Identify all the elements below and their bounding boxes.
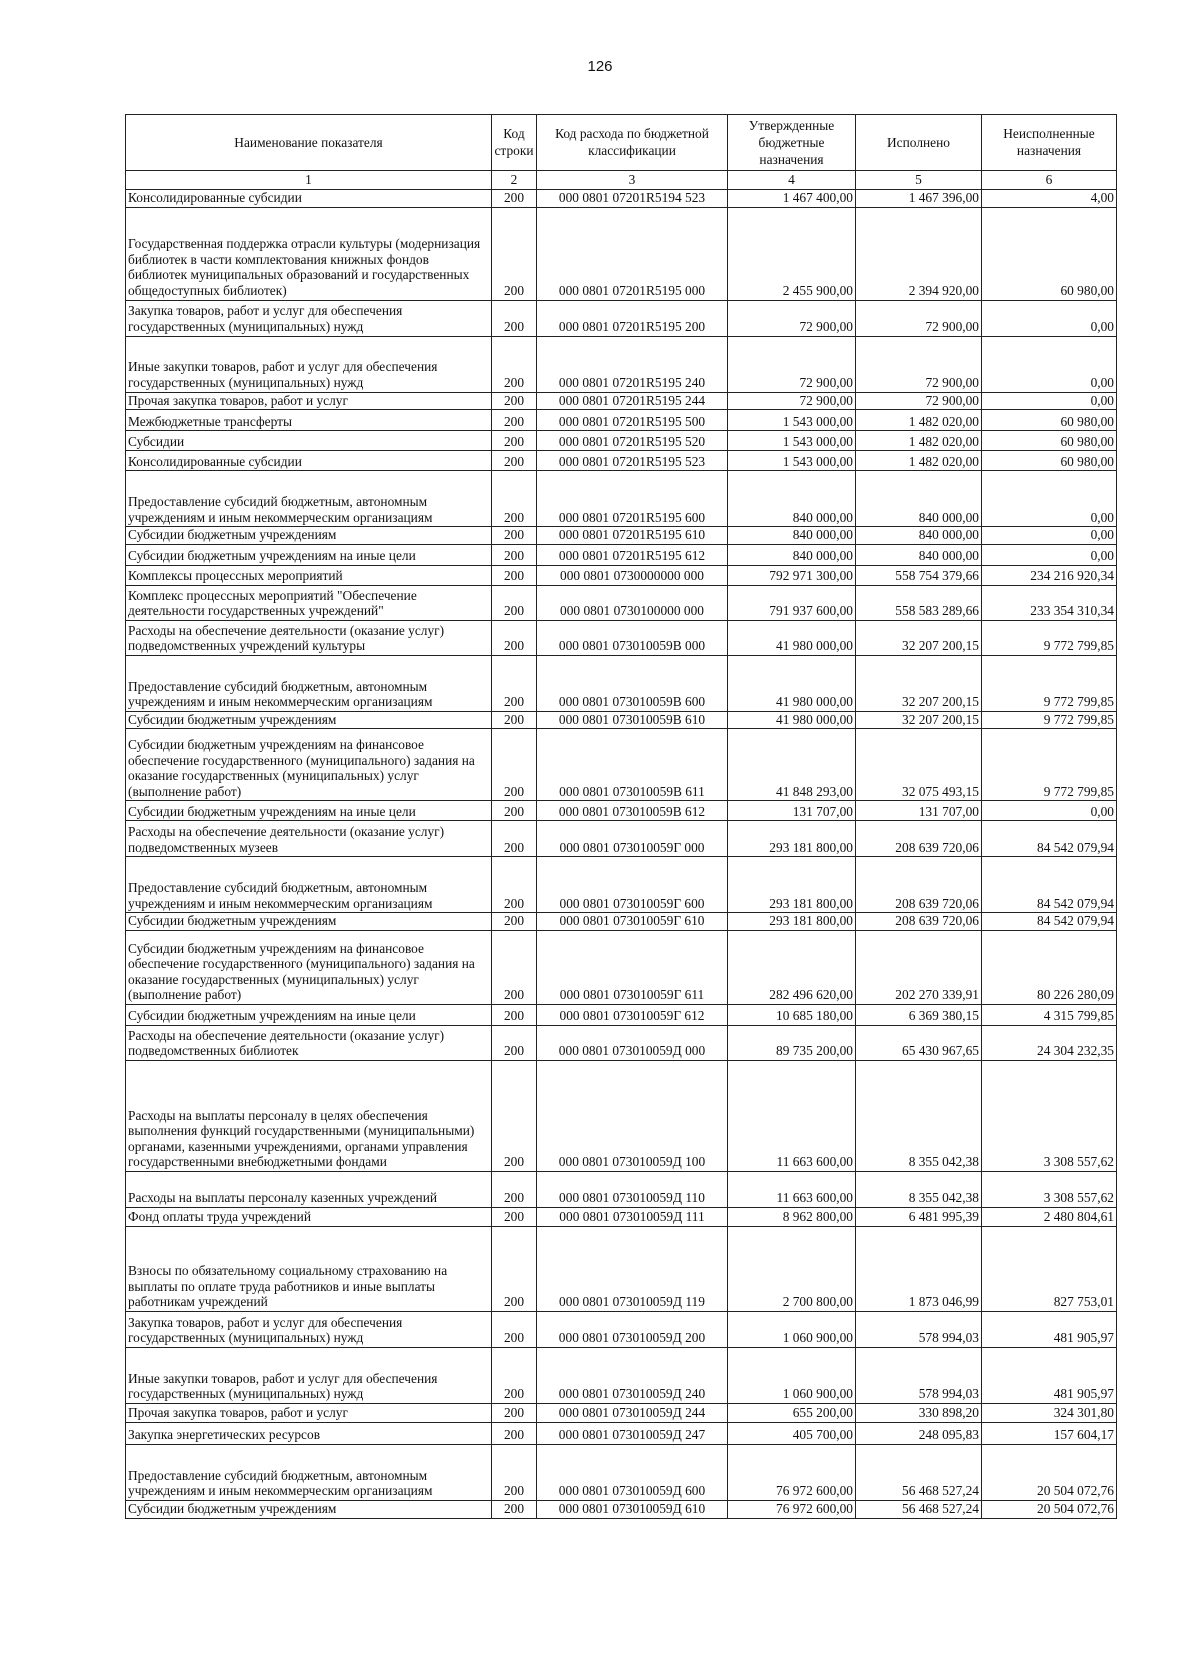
table-row	[126, 527, 1117, 545]
line-code-cell: 200	[492, 1311, 537, 1347]
table-row	[126, 655, 1117, 711]
table-row	[126, 930, 1117, 1004]
table-row	[126, 1311, 1117, 1347]
table-row	[126, 544, 1117, 565]
unexecuted-amount-cell: 9 772 799,85	[982, 620, 1117, 655]
approved-amount-cell: 791 937 600,00	[728, 585, 856, 620]
line-code-cell: 200	[492, 585, 537, 620]
executed-amount-cell: 208 639 720,06	[856, 913, 982, 931]
table-row	[126, 729, 1117, 801]
line-code-cell: 200	[492, 1347, 537, 1403]
indicator-name-cell: Субсидии бюджетным учреждениям	[126, 1500, 492, 1518]
expense-code-cell: 000 0801 073010059Д 000	[537, 1025, 728, 1060]
table-row	[126, 565, 1117, 585]
expense-code-cell: 000 0801 073010059В 612	[537, 801, 728, 821]
executed-amount-cell: 32 207 200,15	[856, 655, 982, 711]
executed-amount-cell: 72 900,00	[856, 392, 982, 410]
expense-code-cell: 000 0801 0730000000 000	[537, 565, 728, 585]
line-code-cell: 200	[492, 565, 537, 585]
expense-code-cell: 000 0801 07201R5195 500	[537, 410, 728, 431]
expense-code-cell: 000 0801 073010059Г 000	[537, 821, 728, 857]
approved-amount-cell: 41 980 000,00	[728, 655, 856, 711]
approved-amount-cell: 293 181 800,00	[728, 857, 856, 913]
table-row	[126, 1171, 1117, 1207]
approved-amount-cell: 840 000,00	[728, 471, 856, 527]
line-code-cell: 200	[492, 1500, 537, 1518]
approved-amount-cell: 1 543 000,00	[728, 451, 856, 471]
approved-amount-cell: 840 000,00	[728, 544, 856, 565]
unexecuted-amount-cell: 3 308 557,62	[982, 1171, 1117, 1207]
expense-code-cell: 000 0801 073010059Д 610	[537, 1500, 728, 1518]
table-row	[126, 1347, 1117, 1403]
executed-amount-cell: 1 467 396,00	[856, 190, 982, 208]
approved-amount-cell: 72 900,00	[728, 392, 856, 410]
table-row	[126, 392, 1117, 410]
approved-amount-cell: 72 900,00	[728, 336, 856, 392]
line-code-cell: 200	[492, 1444, 537, 1500]
approved-amount-cell: 1 060 900,00	[728, 1347, 856, 1403]
unexecuted-amount-cell: 20 504 072,76	[982, 1500, 1117, 1518]
header-row	[126, 115, 1117, 171]
expense-code-cell: 000 0801 073010059Г 610	[537, 913, 728, 931]
indicator-name-cell: Расходы на обеспечение деятельности (оказание услуг) подведомственных библиотек	[126, 1025, 492, 1060]
column-number: 1	[126, 171, 492, 190]
column-number: 4	[728, 171, 856, 190]
executed-amount-cell: 1 482 020,00	[856, 451, 982, 471]
table-row	[126, 801, 1117, 821]
executed-amount-cell: 65 430 967,65	[856, 1025, 982, 1060]
indicator-name-cell: Закупка товаров, работ и услуг для обеспечения государственных (муниципальных) нужд	[126, 300, 492, 336]
executed-amount-cell: 1 873 046,99	[856, 1226, 982, 1311]
approved-amount-cell: 2 700 800,00	[728, 1226, 856, 1311]
approved-amount-cell: 131 707,00	[728, 801, 856, 821]
expense-code-cell: 000 0801 07201R5195 610	[537, 527, 728, 545]
unexecuted-amount-cell: 233 354 310,34	[982, 585, 1117, 620]
approved-amount-cell: 76 972 600,00	[728, 1500, 856, 1518]
executed-amount-cell: 202 270 339,91	[856, 930, 982, 1004]
indicator-name-cell: Закупка энергетических ресурсов	[126, 1422, 492, 1444]
line-code-cell: 200	[492, 410, 537, 431]
line-code-cell: 200	[492, 527, 537, 545]
expense-code-cell: 000 0801 073010059Г 611	[537, 930, 728, 1004]
indicator-name-cell: Закупка товаров, работ и услуг для обеспечения государственных (муниципальных) нужд	[126, 1311, 492, 1347]
executed-amount-cell: 840 000,00	[856, 544, 982, 565]
table-row	[126, 821, 1117, 857]
unexecuted-amount-cell: 60 980,00	[982, 410, 1117, 431]
indicator-name-cell: Государственная поддержка отрасли культуры (модернизация библиотек в части комплектования книжных фондов библиотек муниципальных образований и государственных общедоступных библиотек)	[126, 207, 492, 300]
approved-amount-cell: 293 181 800,00	[728, 913, 856, 931]
expense-code-cell: 000 0801 073010059Д 111	[537, 1207, 728, 1226]
column-number-row	[126, 171, 1117, 190]
table-row	[126, 451, 1117, 471]
table-row	[126, 1226, 1117, 1311]
indicator-name-cell: Комплексы процессных мероприятий	[126, 565, 492, 585]
approved-amount-cell: 72 900,00	[728, 300, 856, 336]
table-row	[126, 1444, 1117, 1500]
indicator-name-cell: Субсидии бюджетным учреждениям на финансовое обеспечение государственного (муниципального) задания на оказание государственных (муниципальных) услуг (выполнение работ)	[126, 729, 492, 801]
indicator-name-cell: Расходы на обеспечение деятельности (оказание услуг) подведомственных учреждений культуры	[126, 620, 492, 655]
unexecuted-amount-cell: 234 216 920,34	[982, 565, 1117, 585]
executed-amount-cell: 8 355 042,38	[856, 1060, 982, 1171]
unexecuted-amount-cell: 2 480 804,61	[982, 1207, 1117, 1226]
line-code-cell: 200	[492, 544, 537, 565]
table-body	[126, 190, 1117, 1519]
approved-amount-cell: 76 972 600,00	[728, 1444, 856, 1500]
expense-code-cell: 000 0801 07201R5195 200	[537, 300, 728, 336]
indicator-name-cell: Субсидии бюджетным учреждениям на иные цели	[126, 1004, 492, 1025]
line-code-cell: 200	[492, 300, 537, 336]
unexecuted-amount-cell: 481 905,97	[982, 1311, 1117, 1347]
executed-amount-cell: 8 355 042,38	[856, 1171, 982, 1207]
approved-amount-cell: 1 543 000,00	[728, 410, 856, 431]
unexecuted-amount-cell: 24 304 232,35	[982, 1025, 1117, 1060]
approved-amount-cell: 282 496 620,00	[728, 930, 856, 1004]
unexecuted-amount-cell: 0,00	[982, 300, 1117, 336]
indicator-name-cell: Субсидии бюджетным учреждениям	[126, 913, 492, 931]
unexecuted-amount-cell: 4 315 799,85	[982, 1004, 1117, 1025]
approved-amount-cell: 840 000,00	[728, 527, 856, 545]
approved-amount-cell: 8 962 800,00	[728, 1207, 856, 1226]
approved-amount-cell: 41 980 000,00	[728, 711, 856, 729]
indicator-name-cell: Расходы на выплаты персоналу в целях обеспечения выполнения функций государственными (муниципальными) органами, казенными учреждениями, органами управления государственными внебюджетными фондами	[126, 1060, 492, 1171]
executed-amount-cell: 56 468 527,24	[856, 1444, 982, 1500]
line-code-cell: 200	[492, 336, 537, 392]
executed-amount-cell: 32 207 200,15	[856, 620, 982, 655]
expense-code-cell: 000 0801 073010059Д 600	[537, 1444, 728, 1500]
line-code-cell: 200	[492, 729, 537, 801]
indicator-name-cell: Субсидии бюджетным учреждениям на финансовое обеспечение государственного (муниципального) задания на оказание государственных (муниципальных) услуг (выполнение работ)	[126, 930, 492, 1004]
indicator-name-cell: Предоставление субсидий бюджетным, автономным учреждениям и иным некоммерческим организациям	[126, 471, 492, 527]
header-expense-code: Код расхода по бюджетной классификации	[537, 115, 728, 171]
unexecuted-amount-cell: 0,00	[982, 801, 1117, 821]
table-row	[126, 1004, 1117, 1025]
line-code-cell: 200	[492, 190, 537, 208]
line-code-cell: 200	[492, 1226, 537, 1311]
table-row	[126, 1403, 1117, 1422]
header-line-code: Код строки	[492, 115, 537, 171]
line-code-cell: 200	[492, 930, 537, 1004]
executed-amount-cell: 131 707,00	[856, 801, 982, 821]
executed-amount-cell: 840 000,00	[856, 471, 982, 527]
indicator-name-cell: Консолидированные субсидии	[126, 190, 492, 208]
indicator-name-cell: Иные закупки товаров, работ и услуг для обеспечения государственных (муниципальных) нужд	[126, 1347, 492, 1403]
unexecuted-amount-cell: 3 308 557,62	[982, 1060, 1117, 1171]
executed-amount-cell: 578 994,03	[856, 1311, 982, 1347]
table-row	[126, 410, 1117, 431]
line-code-cell: 200	[492, 620, 537, 655]
unexecuted-amount-cell: 481 905,97	[982, 1347, 1117, 1403]
table-row	[126, 913, 1117, 931]
executed-amount-cell: 558 754 379,66	[856, 565, 982, 585]
approved-amount-cell: 293 181 800,00	[728, 821, 856, 857]
line-code-cell: 200	[492, 431, 537, 451]
unexecuted-amount-cell: 60 980,00	[982, 451, 1117, 471]
indicator-name-cell: Межбюджетные трансферты	[126, 410, 492, 431]
indicator-name-cell: Консолидированные субсидии	[126, 451, 492, 471]
line-code-cell: 200	[492, 1004, 537, 1025]
unexecuted-amount-cell: 20 504 072,76	[982, 1444, 1117, 1500]
table-row	[126, 1025, 1117, 1060]
line-code-cell: 200	[492, 451, 537, 471]
unexecuted-amount-cell: 4,00	[982, 190, 1117, 208]
table-row	[126, 711, 1117, 729]
line-code-cell: 200	[492, 913, 537, 931]
expense-code-cell: 000 0801 07201R5194 523	[537, 190, 728, 208]
indicator-name-cell: Прочая закупка товаров, работ и услуг	[126, 1403, 492, 1422]
expense-code-cell: 000 0801 073010059Д 244	[537, 1403, 728, 1422]
expense-code-cell: 000 0801 073010059В 600	[537, 655, 728, 711]
approved-amount-cell: 2 455 900,00	[728, 207, 856, 300]
executed-amount-cell: 6 481 995,39	[856, 1207, 982, 1226]
indicator-name-cell: Прочая закупка товаров, работ и услуг	[126, 392, 492, 410]
expense-code-cell: 000 0801 073010059Д 100	[537, 1060, 728, 1171]
indicator-name-cell: Субсидии бюджетным учреждениям на иные цели	[126, 544, 492, 565]
expense-code-cell: 000 0801 073010059Д 240	[537, 1347, 728, 1403]
expense-code-cell: 000 0801 073010059Д 119	[537, 1226, 728, 1311]
line-code-cell: 200	[492, 1207, 537, 1226]
expense-code-cell: 000 0801 07201R5195 612	[537, 544, 728, 565]
unexecuted-amount-cell: 0,00	[982, 527, 1117, 545]
expense-code-cell: 000 0801 073010059Г 612	[537, 1004, 728, 1025]
unexecuted-amount-cell: 0,00	[982, 471, 1117, 527]
line-code-cell: 200	[492, 1422, 537, 1444]
indicator-name-cell: Расходы на обеспечение деятельности (оказание услуг) подведомственных музеев	[126, 821, 492, 857]
approved-amount-cell: 1 060 900,00	[728, 1311, 856, 1347]
executed-amount-cell: 578 994,03	[856, 1347, 982, 1403]
expense-code-cell: 000 0801 073010059В 610	[537, 711, 728, 729]
indicator-name-cell: Комплекс процессных мероприятий "Обеспечение деятельности государственных учреждений"	[126, 585, 492, 620]
indicator-name-cell: Предоставление субсидий бюджетным, автономным учреждениям и иным некоммерческим организациям	[126, 655, 492, 711]
unexecuted-amount-cell: 827 753,01	[982, 1226, 1117, 1311]
table-row	[126, 471, 1117, 527]
table-row	[126, 1207, 1117, 1226]
budget-execution-table	[125, 114, 1117, 1519]
table-row	[126, 620, 1117, 655]
executed-amount-cell: 6 369 380,15	[856, 1004, 982, 1025]
expense-code-cell: 000 0801 073010059Д 200	[537, 1311, 728, 1347]
line-code-cell: 200	[492, 1403, 537, 1422]
executed-amount-cell: 72 900,00	[856, 300, 982, 336]
line-code-cell: 200	[492, 801, 537, 821]
expense-code-cell: 000 0801 07201R5195 240	[537, 336, 728, 392]
unexecuted-amount-cell: 84 542 079,94	[982, 821, 1117, 857]
expense-code-cell: 000 0801 07201R5195 523	[537, 451, 728, 471]
line-code-cell: 200	[492, 711, 537, 729]
line-code-cell: 200	[492, 857, 537, 913]
executed-amount-cell: 32 207 200,15	[856, 711, 982, 729]
table-row	[126, 1500, 1117, 1518]
expense-code-cell: 000 0801 073010059В 000	[537, 620, 728, 655]
approved-amount-cell: 655 200,00	[728, 1403, 856, 1422]
approved-amount-cell: 1 543 000,00	[728, 431, 856, 451]
table-row	[126, 857, 1117, 913]
line-code-cell: 200	[492, 207, 537, 300]
indicator-name-cell: Субсидии бюджетным учреждениям	[126, 527, 492, 545]
approved-amount-cell: 89 735 200,00	[728, 1025, 856, 1060]
approved-amount-cell: 11 663 600,00	[728, 1060, 856, 1171]
indicator-name-cell: Предоставление субсидий бюджетным, автономным учреждениям и иным некоммерческим организациям	[126, 857, 492, 913]
column-number: 2	[492, 171, 537, 190]
indicator-name-cell: Субсидии	[126, 431, 492, 451]
expense-code-cell: 000 0801 073010059Г 600	[537, 857, 728, 913]
executed-amount-cell: 1 482 020,00	[856, 431, 982, 451]
table-row	[126, 190, 1117, 208]
executed-amount-cell: 330 898,20	[856, 1403, 982, 1422]
expense-code-cell: 000 0801 0730100000 000	[537, 585, 728, 620]
page-number: 126	[587, 58, 613, 75]
indicator-name-cell: Взносы по обязательному социальному страхованию на выплаты по оплате труда работников и иные выплаты работникам учреждений	[126, 1226, 492, 1311]
approved-amount-cell: 1 467 400,00	[728, 190, 856, 208]
executed-amount-cell: 72 900,00	[856, 336, 982, 392]
indicator-name-cell: Фонд оплаты труда учреждений	[126, 1207, 492, 1226]
line-code-cell: 200	[492, 471, 537, 527]
executed-amount-cell: 56 468 527,24	[856, 1500, 982, 1518]
unexecuted-amount-cell: 0,00	[982, 336, 1117, 392]
executed-amount-cell: 208 639 720,06	[856, 857, 982, 913]
expense-code-cell: 000 0801 07201R5195 520	[537, 431, 728, 451]
header-indicator-name: Наименование показателя	[126, 115, 492, 171]
table-row	[126, 1422, 1117, 1444]
unexecuted-amount-cell: 0,00	[982, 392, 1117, 410]
indicator-name-cell: Иные закупки товаров, работ и услуг для обеспечения государственных (муниципальных) нужд	[126, 336, 492, 392]
table-row	[126, 207, 1117, 300]
line-code-cell: 200	[492, 392, 537, 410]
unexecuted-amount-cell: 80 226 280,09	[982, 930, 1117, 1004]
column-number: 3	[537, 171, 728, 190]
unexecuted-amount-cell: 60 980,00	[982, 207, 1117, 300]
table-row	[126, 431, 1117, 451]
header-unexecuted: Неисполненные назначения	[982, 115, 1117, 171]
executed-amount-cell: 558 583 289,66	[856, 585, 982, 620]
indicator-name-cell: Субсидии бюджетным учреждениям на иные цели	[126, 801, 492, 821]
approved-amount-cell: 10 685 180,00	[728, 1004, 856, 1025]
table-row	[126, 336, 1117, 392]
expense-code-cell: 000 0801 073010059В 611	[537, 729, 728, 801]
executed-amount-cell: 840 000,00	[856, 527, 982, 545]
expense-code-cell: 000 0801 07201R5195 600	[537, 471, 728, 527]
header-executed: Исполнено	[856, 115, 982, 171]
unexecuted-amount-cell: 84 542 079,94	[982, 913, 1117, 931]
expense-code-cell: 000 0801 073010059Д 247	[537, 1422, 728, 1444]
line-code-cell: 200	[492, 1025, 537, 1060]
line-code-cell: 200	[492, 821, 537, 857]
expense-code-cell: 000 0801 07201R5195 244	[537, 392, 728, 410]
executed-amount-cell: 248 095,83	[856, 1422, 982, 1444]
approved-amount-cell: 792 971 300,00	[728, 565, 856, 585]
indicator-name-cell: Предоставление субсидий бюджетным, автономным учреждениям и иным некоммерческим организациям	[126, 1444, 492, 1500]
approved-amount-cell: 41 980 000,00	[728, 620, 856, 655]
unexecuted-amount-cell: 9 772 799,85	[982, 655, 1117, 711]
executed-amount-cell: 2 394 920,00	[856, 207, 982, 300]
approved-amount-cell: 11 663 600,00	[728, 1171, 856, 1207]
table-row	[126, 1060, 1117, 1171]
indicator-name-cell: Расходы на выплаты персоналу казенных учреждений	[126, 1171, 492, 1207]
line-code-cell: 200	[492, 1060, 537, 1171]
approved-amount-cell: 41 848 293,00	[728, 729, 856, 801]
executed-amount-cell: 1 482 020,00	[856, 410, 982, 431]
unexecuted-amount-cell: 9 772 799,85	[982, 729, 1117, 801]
column-number: 5	[856, 171, 982, 190]
unexecuted-amount-cell: 0,00	[982, 544, 1117, 565]
unexecuted-amount-cell: 84 542 079,94	[982, 857, 1117, 913]
unexecuted-amount-cell: 9 772 799,85	[982, 711, 1117, 729]
unexecuted-amount-cell: 157 604,17	[982, 1422, 1117, 1444]
approved-amount-cell: 405 700,00	[728, 1422, 856, 1444]
table-row	[126, 300, 1117, 336]
executed-amount-cell: 32 075 493,15	[856, 729, 982, 801]
unexecuted-amount-cell: 60 980,00	[982, 431, 1117, 451]
line-code-cell: 200	[492, 655, 537, 711]
unexecuted-amount-cell: 324 301,80	[982, 1403, 1117, 1422]
column-number: 6	[982, 171, 1117, 190]
expense-code-cell: 000 0801 073010059Д 110	[537, 1171, 728, 1207]
line-code-cell: 200	[492, 1171, 537, 1207]
expense-code-cell: 000 0801 07201R5195 000	[537, 207, 728, 300]
header-approved: Утвержденные бюджетные назначения	[728, 115, 856, 171]
table-row	[126, 585, 1117, 620]
indicator-name-cell: Субсидии бюджетным учреждениям	[126, 711, 492, 729]
executed-amount-cell: 208 639 720,06	[856, 821, 982, 857]
